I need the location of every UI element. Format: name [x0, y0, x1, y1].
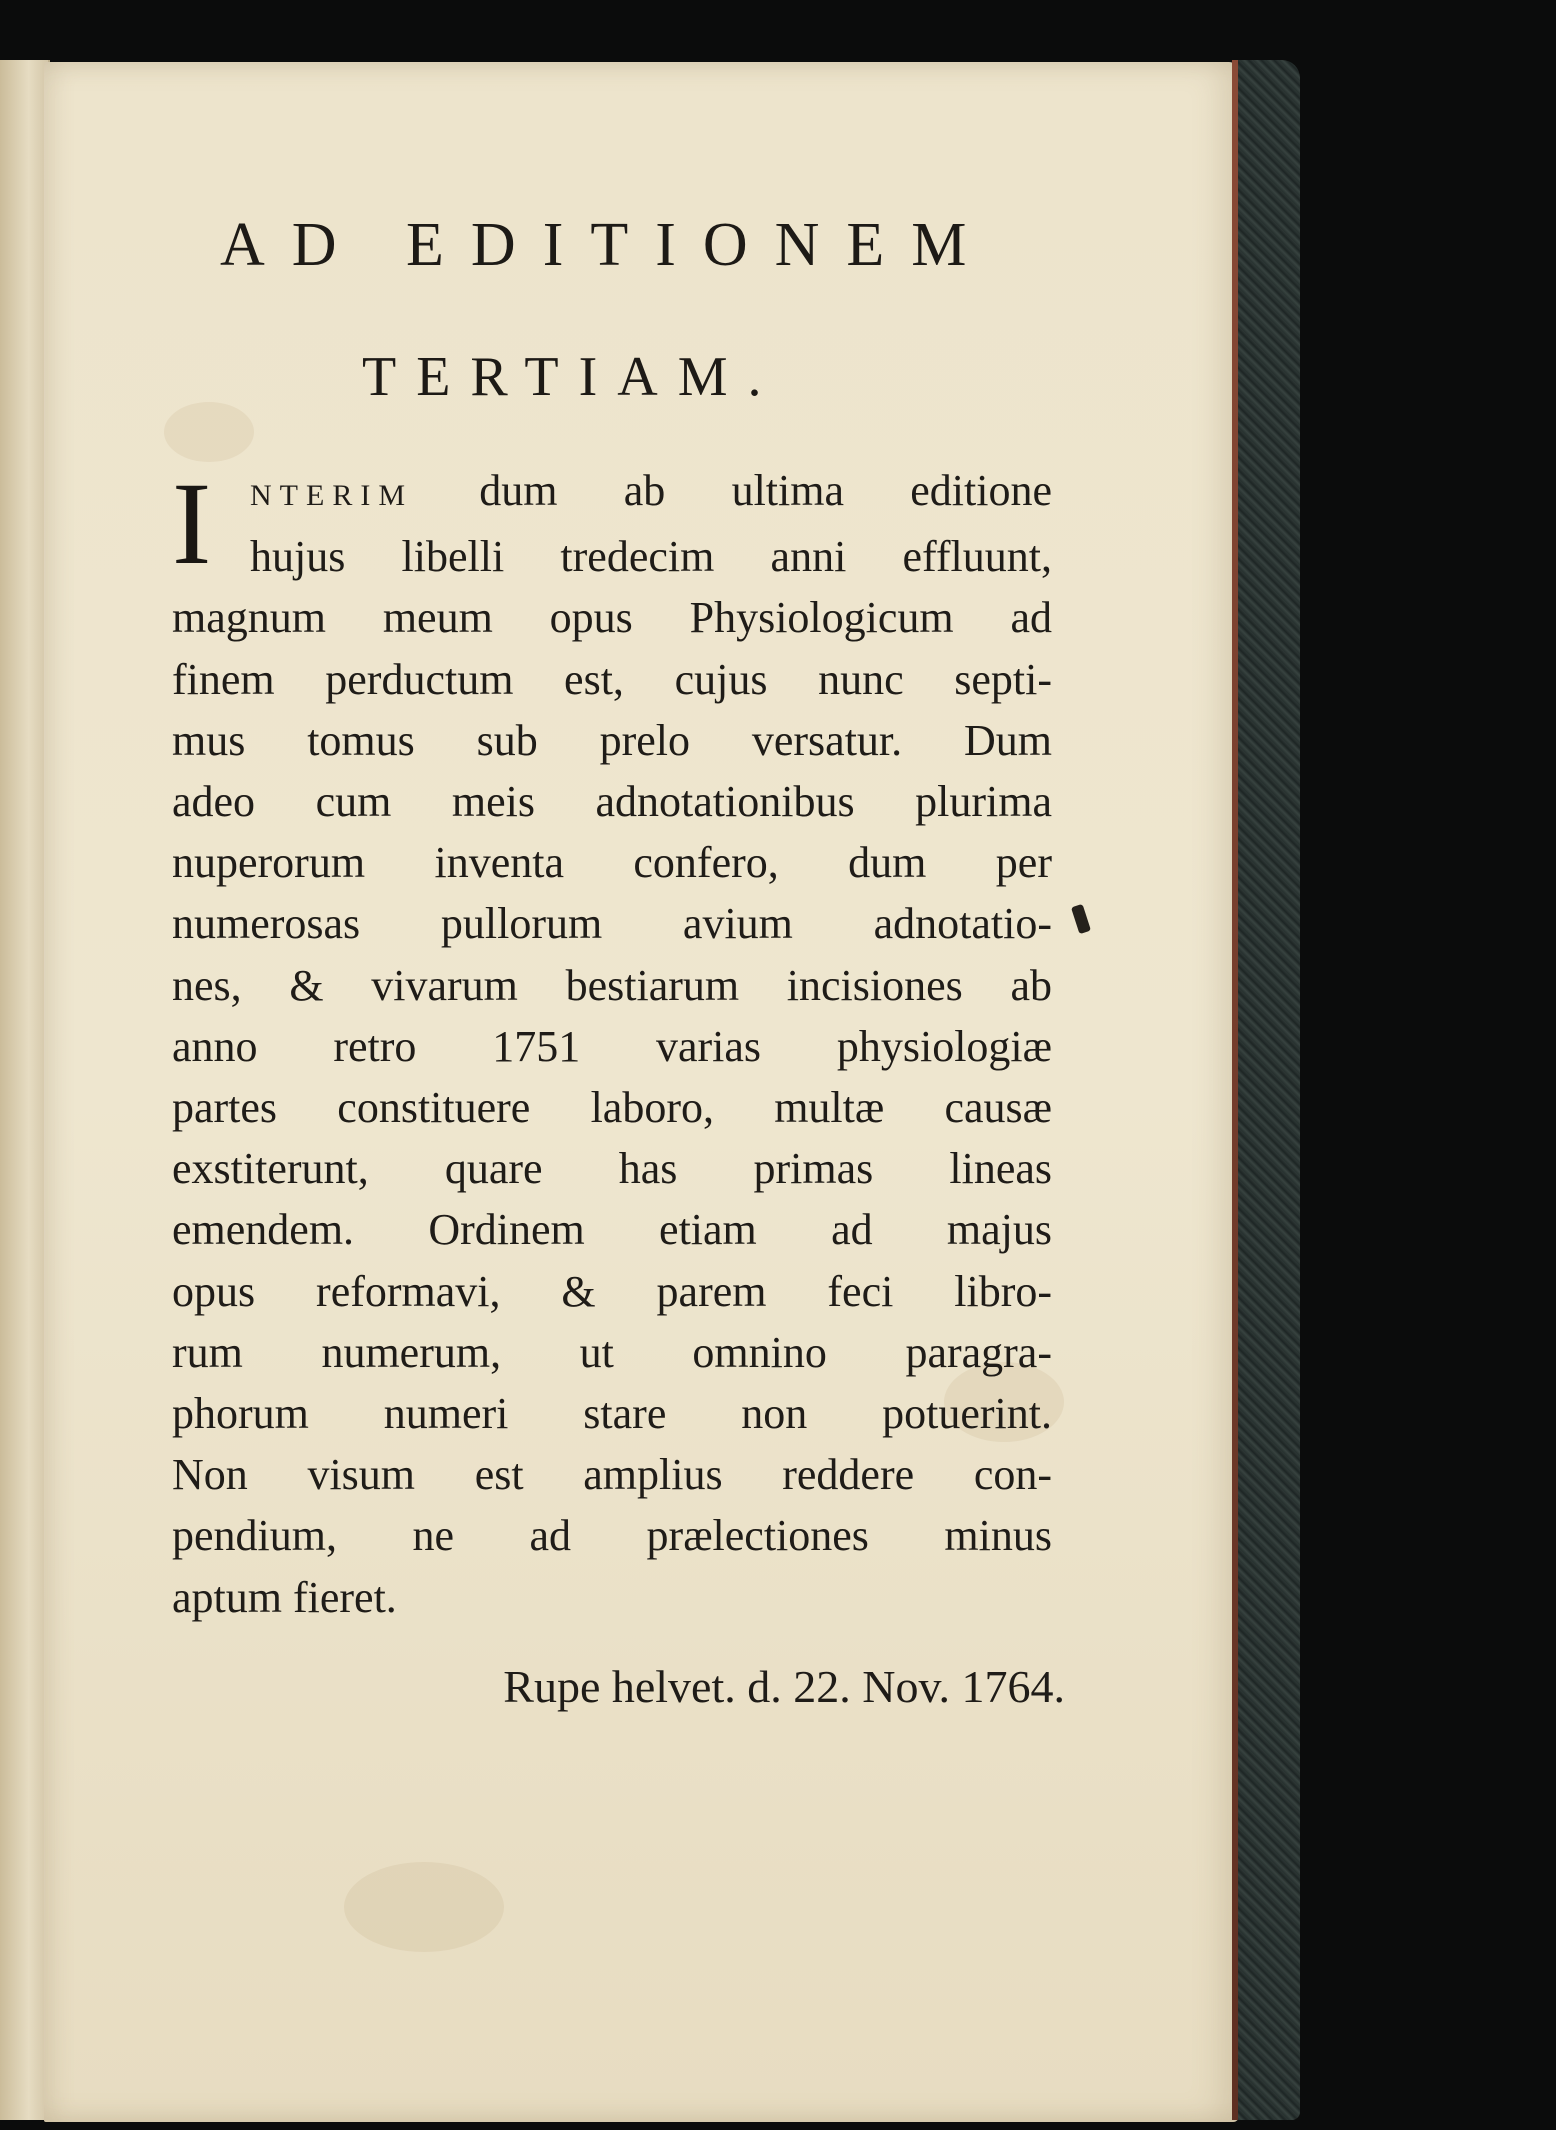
text-line: hujus libelli tredecim anni effluunt, — [250, 532, 1052, 582]
text-line: adeo cum meis adnotationibus plurima — [172, 777, 1052, 827]
paper-stain — [344, 1862, 504, 1952]
text-line: partes constituere laboro, multæ causæ — [172, 1083, 1052, 1133]
text-line: aptum fieret. — [172, 1572, 397, 1622]
body-text — [172, 460, 1052, 1628]
text-line: nuperorum inventa confero, dum per — [172, 838, 1052, 888]
drop-cap: I — [172, 458, 212, 589]
text-line: exstiterunt, quare has primas lineas — [172, 1144, 1052, 1194]
text-line: numerosas pullorum avium adnotatio- — [172, 899, 1052, 949]
text-line: nes, & vivarum bestiarum incisiones ab — [172, 960, 1052, 1010]
text-line: finem perductum est, cujus nunc septi- — [172, 654, 1052, 704]
text-line: rum numerum, ut omnino paragra- — [172, 1327, 1052, 1377]
text-line — [172, 460, 1052, 526]
text-line: opus reformavi, & parem feci libro- — [172, 1266, 1052, 1316]
text-line: phorum numeri stare non potuerint. — [172, 1389, 1052, 1439]
page-heading: AD EDITIONEM — [220, 211, 994, 279]
text-line: emendem. Ordinem etiam ad majus — [172, 1205, 1052, 1255]
text-line: pendium, ne ad prælectiones minus — [172, 1511, 1052, 1561]
page-subheading: TERTIAM. — [362, 346, 782, 408]
smallcaps-word: NTERIM — [250, 479, 413, 512]
text-line: mus tomus sub prelo versatur. Dum — [172, 715, 1052, 765]
text-line: magnum meum opus Physiologicum ad — [172, 593, 1052, 643]
paper-stain — [164, 402, 254, 462]
text-line: Non visum est amplius reddere con- — [172, 1450, 1052, 1500]
left-page-edge — [0, 60, 50, 2120]
text-line: anno retro 1751 varias physiologiæ — [172, 1021, 1052, 1071]
first-line-text: dum ab ultima editione — [479, 466, 1053, 515]
book-cover-edge — [1232, 60, 1300, 2120]
signature-line: Rupe helvet. d. 22. Nov. 1764. — [503, 1661, 1065, 1712]
